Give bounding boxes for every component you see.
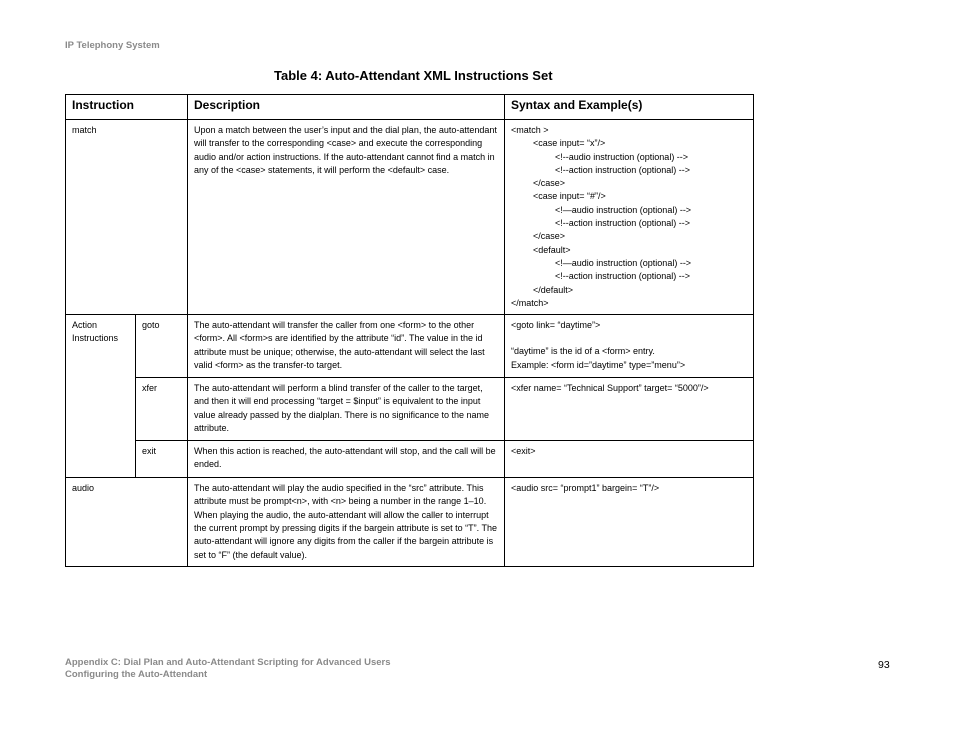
syntax-match-line: <!—audio instruction (optional) --> [555,257,692,268]
description-audio: The auto-attendant will play the audio specified in the “src” attribute. This attribute must be prompt<n>, with <n> being a number in the range 1–10. When playing the audio, the auto-attendant will allow the caller to interrupt the current prompt by pressing digits if the bargein attribute is set to “T”. The auto-attendant will ignore any digits from the caller if the bargein attribute is set to “F” (the default value). [188,478,505,567]
table-row-xfer [66,378,754,441]
syntax-match-line: <case input= “#”/> [533,191,606,202]
syntax-goto [505,315,754,378]
page-footer [65,657,391,681]
syntax-match-line: </default> [533,284,574,295]
column-header-description: Description [188,95,505,120]
syntax-match-line: <!--audio instruction (optional) --> [555,151,689,162]
syntax-match-line: </case> [533,178,566,189]
table-row-match [66,120,754,315]
syntax-audio: <audio src= “prompt1” bargein= “T”/> [505,478,754,567]
footer-line1: Appendix C: Dial Plan and Auto-Attendant Scripting for Advanced Users [65,657,391,668]
table-header-row [66,95,754,120]
syntax-match-line: </match> [511,297,549,308]
syntax-match [505,120,754,315]
description-goto: The auto-attendant will transfer the caller from one <form> to the other <form>. All <form>s are identified by the attribute “id”. The value in the id attribute must be unique; otherwise, the auto-attendant will select the last valid <form> as the transfer-to target. [188,315,505,378]
page-number: 93 [878,659,890,671]
instruction-match: match [66,120,188,315]
footer-line2: Configuring the Auto-Attendant [65,669,208,680]
syntax-match-line: <!--action instruction (optional) --> [555,218,691,229]
action-group-label-line1: Action [72,320,98,331]
running-header: IP Telephony System [65,40,160,51]
syntax-match-line: <default> [533,244,571,255]
instruction-audio: audio [66,478,188,567]
table-row-goto [66,315,754,378]
instruction-xfer: xfer [136,378,188,441]
instructions-table [65,94,754,567]
syntax-match-line: <match > [511,125,549,135]
description-match: Upon a match between the user’s input and the dial plan, the auto-attendant will transfer to the corresponding <case> and execute the corresponding audio and/or action instructions. If the auto-attendant cannot find a match in any of the <case> statements, it will perform the <default> case. [188,120,505,315]
syntax-match-line: <case input= “x”/> [533,138,606,149]
syntax-goto-line3: Example: <form id=”daytime” type=”menu”> [511,359,686,370]
table-row-exit [66,441,754,478]
syntax-match-line: </case> [533,231,566,242]
description-xfer: The auto-attendant will perform a blind transfer of the caller to the target, and then it will end processing “target = $input” is equivalent to the input value already passed by the dialplan. There is no significance to the name attribute. [188,378,505,441]
syntax-match-lines [511,124,747,310]
syntax-xfer: <xfer name= “Technical Support” target= “5000”/> [505,378,754,441]
instruction-exit: exit [136,441,188,478]
table-row-audio [66,478,754,567]
instruction-goto: goto [136,315,188,378]
action-instructions-group [66,315,136,478]
column-header-instruction: Instruction [66,95,188,120]
syntax-match-line: <!--action instruction (optional) --> [555,271,691,282]
description-exit: When this action is reached, the auto-attendant will stop, and the call will be ended. [188,441,505,478]
syntax-goto-line1: <goto link= “daytime”> [511,320,601,331]
syntax-goto-line2: “daytime” is the id of a <form> entry. [511,346,655,357]
syntax-exit: <exit> [505,441,754,478]
table-caption: Table 4: Auto-Attendant XML Instructions Set [274,68,553,83]
syntax-match-line: <!--action instruction (optional) --> [555,164,691,175]
column-header-syntax: Syntax and Example(s) [505,95,754,120]
action-group-label-line2: Instructions [72,333,119,344]
syntax-match-line: <!—audio instruction (optional) --> [555,204,692,215]
